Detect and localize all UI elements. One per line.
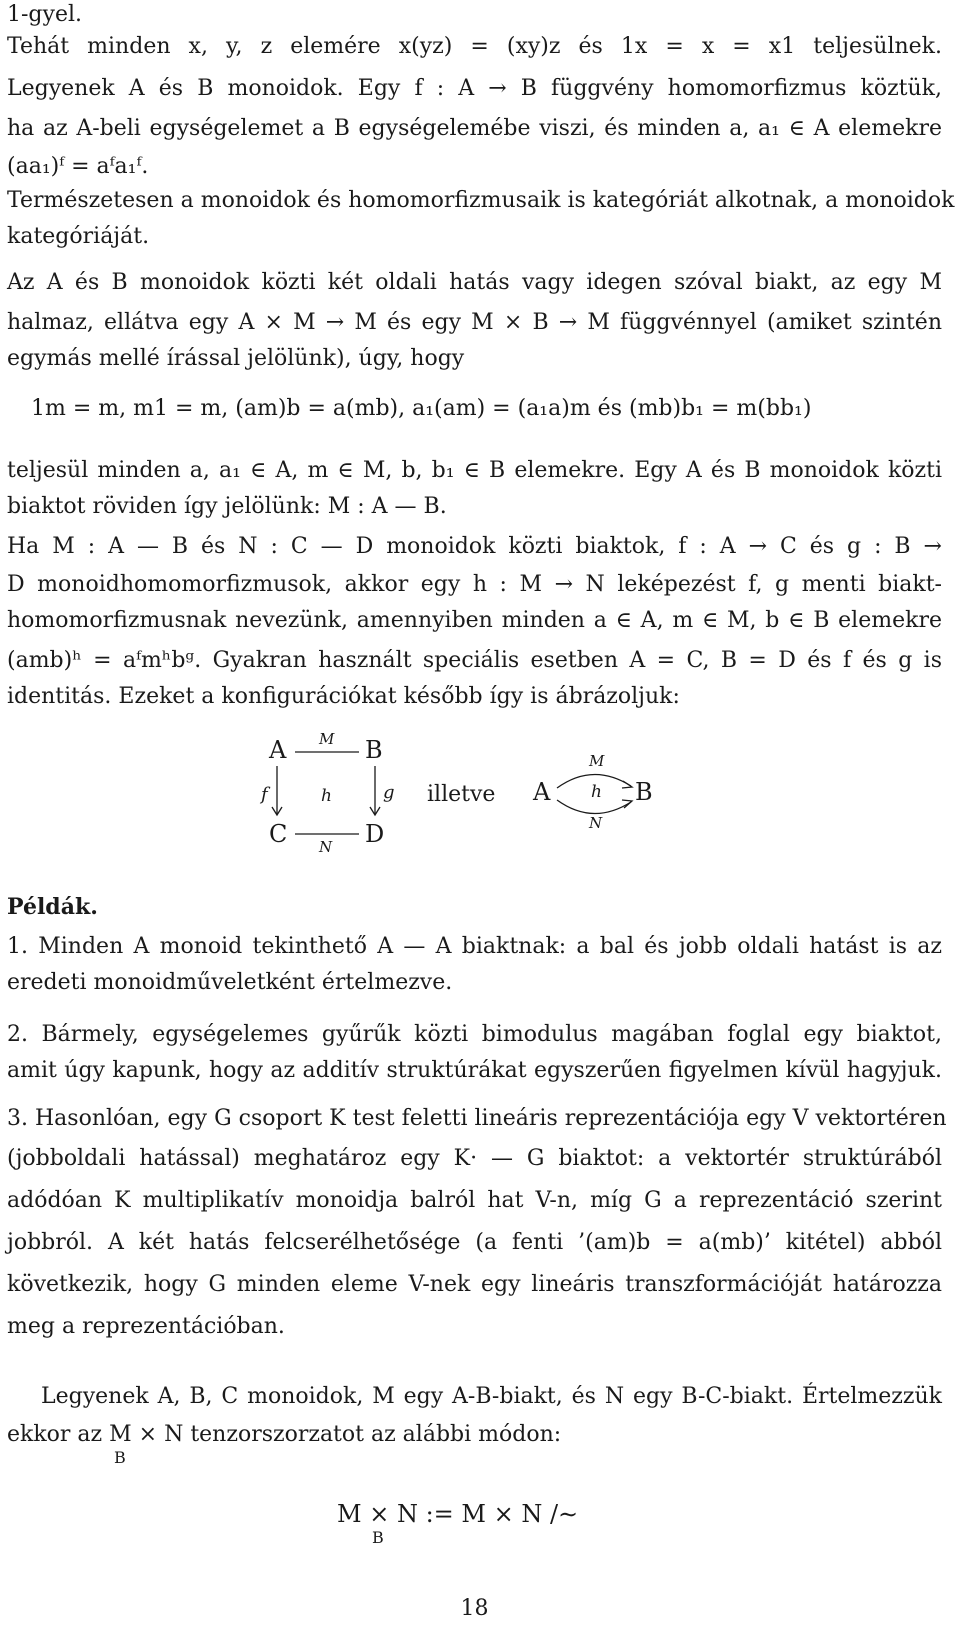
text-line: (jobboldali hatással) meghatároz egy K· — G biaktot: a vektortér struktúrából	[7, 1146, 942, 1171]
node-C: C	[269, 820, 288, 848]
text-line: jobbról. A két hatás felcserélhetősége (a fenti ’(am)b = a(mb)’ kitétel) abból	[7, 1230, 942, 1255]
text-line: Az A és B monoidok közti két oldali hatás vagy idegen szóval biakt, az egy M	[7, 270, 942, 295]
section-heading: Példák.	[7, 894, 98, 920]
text-line: 1. Minden A monoid tekinthető A — A biaktnak: a bal és jobb oldali hatást is az	[7, 934, 942, 959]
square-diagram-lines	[255, 730, 415, 860]
text-line: adódóan K multiplikatív monoidja balról hat V-n, míg G a reprezentáció szerint	[7, 1188, 942, 1213]
connector-word: illetve	[427, 782, 496, 807]
label-M: M	[319, 730, 335, 748]
node-B: B	[365, 736, 383, 764]
text-line: teljesül minden a, a₁ ∈ A, m ∈ M, b, b₁ ∈ B elemekre. Egy A és B monoidok közti	[7, 458, 942, 483]
subscript-B: B	[372, 1528, 384, 1547]
text-line: homomorfizmusnak nevezünk, amennyiben minden a ∈ A, m ∈ M, b ∈ B elemekre	[7, 608, 942, 633]
text-line: Legyenek A és B monoidok. Egy f : A → B függvény homomorfizmus köztük,	[7, 76, 942, 101]
node-D: D	[365, 820, 385, 848]
text-line: Legyenek A, B, C monoidok, M egy A-B-biakt, és N egy B-C-biakt. Értelmezzük	[41, 1384, 942, 1409]
node-B: B	[635, 778, 653, 806]
text-line: identitás. Ezeket a konfigurációkat később így is ábrázoljuk:	[7, 684, 680, 709]
label-N: N	[319, 838, 333, 856]
text-line: 3. Hasonlóan, egy G csoport K test feletti lineáris reprezentációja egy V vektortéren	[7, 1106, 947, 1131]
display-equation: 1m = m, m1 = m, (am)b = a(mb), a₁(am) = (a₁a)m és (mb)b₁ = m(bb₁)	[31, 396, 812, 421]
text-line: amit úgy kapunk, hogy az additív struktúrákat egyszerűen figyelmen kívül hagyjuk.	[7, 1058, 942, 1083]
label-h: h	[591, 782, 602, 802]
label-N: N	[589, 814, 603, 832]
text-line: Természetesen a monoidok és homomorfizmusaik is kategóriát alkotnak, a monoidok	[7, 188, 955, 213]
tensor-definition: M × N := M × N /∼	[337, 1500, 579, 1528]
text-line: Tehát minden x, y, z elemére x(yz) = (xy)z és 1x = x = x1 teljesülnek.	[7, 34, 942, 59]
text-line: Ha M : A — B és N : C — D monoidok közti biaktok, f : A → C és g : B →	[7, 534, 942, 559]
text-line: halmaz, ellátva egy A × M → M és egy M × B → M függvénnyel (amiket szintén	[7, 310, 942, 335]
text-line: 2. Bármely, egységelemes gyűrűk közti bimodulus magában foglal egy biaktot,	[7, 1022, 942, 1047]
parallel-arrows-diagram	[533, 752, 673, 842]
commutative-square-diagram	[255, 730, 415, 860]
text-line: meg a reprezentációban.	[7, 1314, 285, 1339]
text-line: kategóriáját.	[7, 224, 150, 249]
text-line: következik, hogy G minden eleme V-nek egy lineáris transzformációját határozza	[7, 1272, 942, 1297]
label-h: h	[321, 786, 332, 806]
label-M: M	[589, 752, 605, 770]
text-line: biaktot röviden így jelölünk: M : A — B.	[7, 494, 447, 519]
node-A: A	[269, 736, 287, 764]
text-line: ha az A-beli egységelemet a B egységelemébe viszi, és minden a, a₁ ∈ A elemekre	[7, 116, 942, 141]
text-line: D monoidhomomorfizmusok, akkor egy h : M → N leképezést f, g menti biakt-	[7, 572, 942, 597]
label-f: f	[261, 784, 268, 805]
label-g: g	[383, 782, 395, 803]
parallel-arrows-lines	[533, 752, 673, 842]
text-line: egymás mellé írással jelölünk), úgy, hogy	[7, 346, 465, 371]
node-A: A	[533, 778, 551, 806]
subscript-B: B	[114, 1448, 126, 1467]
text-line: ekkor az M × N tenzorszorzatot az alábbi módon:	[7, 1422, 562, 1447]
text-line: (aa₁)ᶠ = aᶠa₁ᶠ.	[7, 154, 149, 179]
text-line: 1-gyel.	[7, 2, 82, 27]
page-number: 18	[460, 1596, 489, 1621]
text-line: eredeti monoidműveletként értelmezve.	[7, 970, 453, 995]
text-line: (amb)ʰ = aᶠmʰbᵍ. Gyakran használt speciális esetben A = C, B = D és f és g is	[7, 648, 942, 673]
